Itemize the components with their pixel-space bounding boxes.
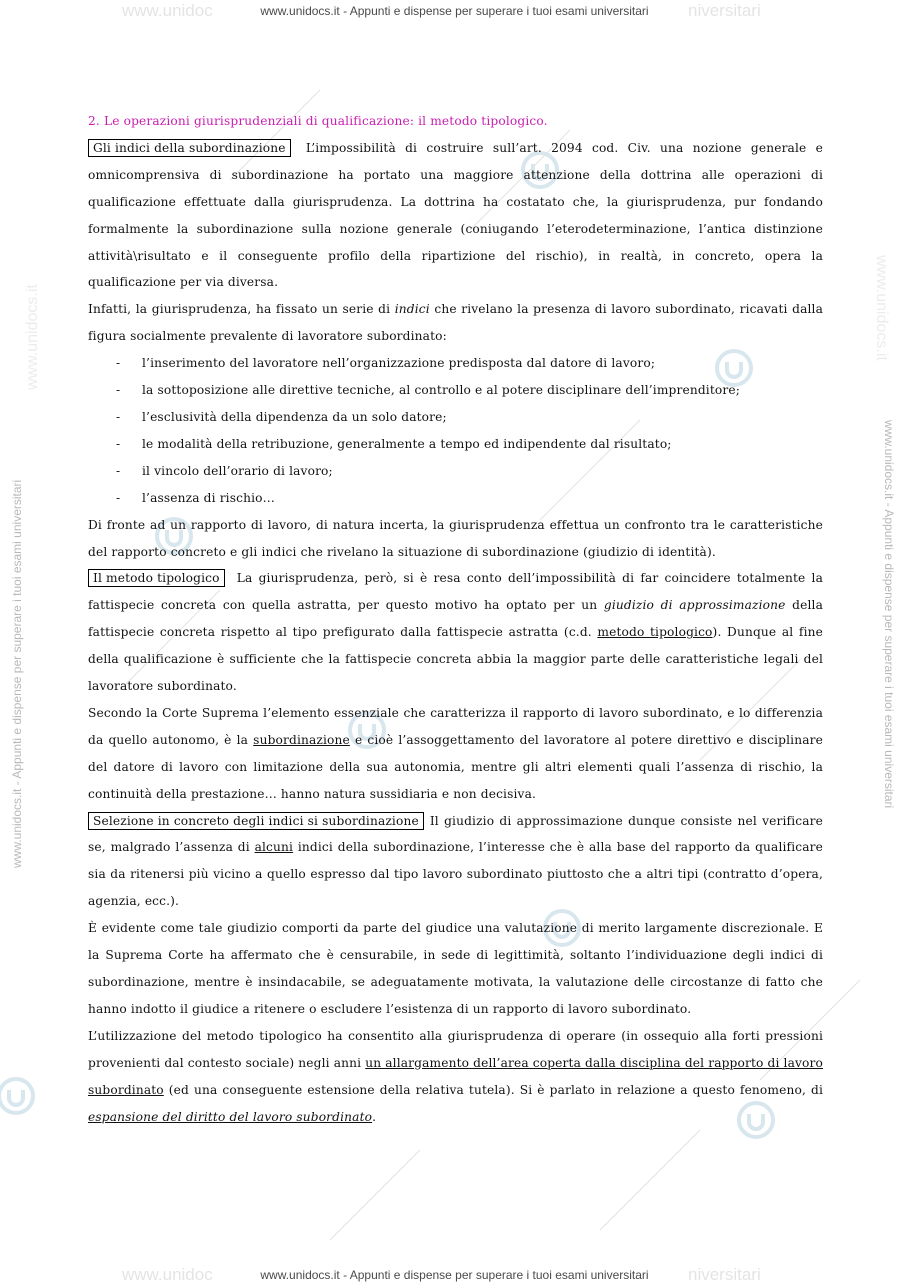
list-item-text: l’inserimento del lavoratore nell’organizzazione predisposta dal datore di lavoro; [142, 356, 656, 371]
paragraph-text: La giurisprudenza, però, si è resa conto dell’impossibilità di far coincidere totalmente la fattispecie concreta con quella astratta, per questo motivo ha optato per un [88, 571, 823, 613]
paragraph-text: indici della subordinazione, l’interesse che è alla base del rapporto da qualificare sia da ritenersi più vicino a quello espresso dal tipo lavoro subordinato piuttosto che a altri tipi (contratto d’opera, agenzia, ecc.). [88, 840, 823, 909]
list-item [88, 485, 823, 512]
paragraph-text: L’impossibilità di costruire sull’art. 2094 cod. Civ. una nozione generale e omnicomprensiva di subordinazione ha portato una maggiore attenzione della dottrina alle operazioni di qualificazione effettuate dalla giurisprudenza. La dottrina ha costatato che, la giurisprudenza, pur fondando formalmente la subordinazione sulla nozione generale (coniugando l’eterodeterminazione, l’antica distinzione attività\risultato e il conseguente profilo della ripartizione del rischio), in realtà, in concreto, opera la qualificazione per via diversa. [88, 140, 823, 290]
top-watermark-banner [0, 1, 909, 20]
paragraph-selezione-indici [88, 808, 823, 916]
banner-ghost-right: niversitari [688, 1, 761, 20]
list-item [88, 458, 823, 485]
document-body [88, 108, 823, 1130]
underlined-term: alcuni [254, 840, 294, 855]
italic-term: indici [394, 302, 430, 317]
list-dash: - [116, 356, 121, 371]
list-item-text: l’assenza di rischio… [142, 490, 275, 505]
paragraph-indici-subordinazione [88, 135, 823, 296]
section-heading: 2. Le operazioni giurisprudenziali di qualificazione: il metodo tipologico. [88, 114, 548, 128]
paragraph-text: L’utilizzazione del metodo tipologico ha consentito alla giurisprudenza di operare (in ossequio alla forti pressioni provenienti dal contesto sociale) negli anni [88, 1028, 823, 1070]
paragraph-evidente: È evidente come tale giudizio comporti da parte del giudice una valutazione di merito largamente discrezionale. E la Suprema Corte ha affermato che è censurabile, in sede di legittimità, soltanto l’individuazione degli indici di subordinazione, mentre è insindacabile, se adeguatamente motivata, la valutazione delle circostanze di fatto che hanno indotto il giudice a ritenere o escludere l’esistenza di un rapporto di lavoro subordinato. [88, 921, 823, 1016]
list-item-text: la sottoposizione alle direttive tecniche, al controllo e al potere disciplinare dell’imprenditore; [142, 383, 740, 398]
underlined-term: un allargamento dell’area coperta dalla disciplina del rapporto di lavoro subordinato [88, 1055, 824, 1097]
right-side-ghost-watermark: www.unidocs.it [873, 255, 890, 361]
boxed-label-metodo: Il metodo tipologico [88, 569, 225, 587]
paragraph-text: Infatti, la giurisprudenza, ha fissato un serie di [88, 302, 395, 317]
list-item-text: il vincolo dell’orario di lavoro; [142, 463, 333, 478]
boxed-label-indici: Gli indici della subordinazione [88, 139, 291, 157]
list-item [88, 431, 823, 458]
paragraph-text: della fattispecie concreta rispetto al tipo prefigurato dalla fattispecie astratta (c.d. [88, 598, 823, 640]
banner-ghost-right: niversitari [688, 1265, 761, 1284]
indici-list [88, 350, 823, 511]
paragraph-text: Il giudizio di approssimazione dunque consiste nel verificare se, malgrado l’assenza di [88, 813, 823, 855]
list-dash: - [116, 383, 121, 398]
right-side-watermark: www.unidocs.it - Appunti e dispense per superare i tuoi esami universitari [882, 420, 896, 809]
boxed-label-selezione: Selezione in concreto degli indici si subordinazione [88, 812, 424, 830]
list-dash: - [116, 409, 121, 424]
list-item-text: le modalità della retribuzione, generalmente a tempo ed indipendente dal risultato; [142, 436, 672, 451]
banner-text: www.unidocs.it - Appunti e dispense per superare i tuoi esami universitari [260, 4, 649, 18]
underlined-term: subordinazione [253, 732, 350, 747]
paragraph-text: Secondo la Corte Suprema l’elemento essenziale che caratterizza il rapporto di lavoro subordinato, e lo differenzia da quello autonomo, è la [88, 705, 823, 747]
list-dash: - [116, 436, 121, 451]
list-item [88, 404, 823, 431]
banner-ghost-left: www.unidoc [122, 1, 213, 20]
banner-text: www.unidocs.it - Appunti e dispense per superare i tuoi esami universitari [260, 1268, 649, 1282]
paragraph-corte-suprema [88, 700, 823, 808]
bottom-watermark-banner [0, 1265, 909, 1284]
left-side-ghost-watermark: www.unidocs.it [24, 284, 41, 390]
paragraph-text: . [372, 1109, 377, 1124]
list-item [88, 377, 823, 404]
banner-ghost-left: www.unidoc [122, 1265, 213, 1284]
list-item [88, 350, 823, 377]
list-item-text: l’esclusività della dipendenza da un solo datore; [142, 409, 447, 424]
paragraph-text: (ed una conseguente estensione della relativa tutela). Si è parlato in relazione a questo fenomeno, di [163, 1082, 823, 1097]
paragraph-infatti [88, 296, 823, 350]
paragraph-metodo-tipologico [88, 565, 823, 700]
list-dash: - [116, 463, 121, 478]
italic-term: giudizio di approssimazione [603, 598, 786, 613]
paragraph-text: che rivelano la presenza di lavoro subordinato, ricavati dalla figura socialmente prevalente di lavoratore subordinato: [88, 302, 823, 344]
underlined-italic-term: espansione del diritto del lavoro subordinato [88, 1109, 373, 1124]
paragraph-text: ). Dunque al fine della qualificazione è sufficiente che la fattispecie concreta abbia la maggior parte delle caratteristiche legali del lavoratore subordinato. [88, 625, 823, 694]
underlined-term: metodo tipologico [597, 625, 713, 640]
left-side-watermark: www.unidocs.it - Appunti e dispense per superare i tuoi esami universitari [10, 479, 24, 868]
list-dash: - [116, 490, 121, 505]
paragraph-text: e cioè l’assoggettamento del lavoratore al potere direttivo e disciplinare del datore di lavoro con limitazione della sua autonomia, mentre gli altri elementi quali l’assenza di rischio, la continuità della prestazione… hanno natura sussidiaria e non decisiva. [88, 732, 823, 801]
unidocs-logo-icon [0, 1074, 38, 1118]
paragraph-utilizzazione [88, 1023, 823, 1131]
paragraph-di-fronte: Di fronte ad un rapporto di lavoro, di natura incerta, la giurisprudenza effettua un confronto tra le caratteristiche del rapporto concreto e gli indici che rivelano la situazione di subordinazione (giudizio di identità). [88, 517, 823, 559]
